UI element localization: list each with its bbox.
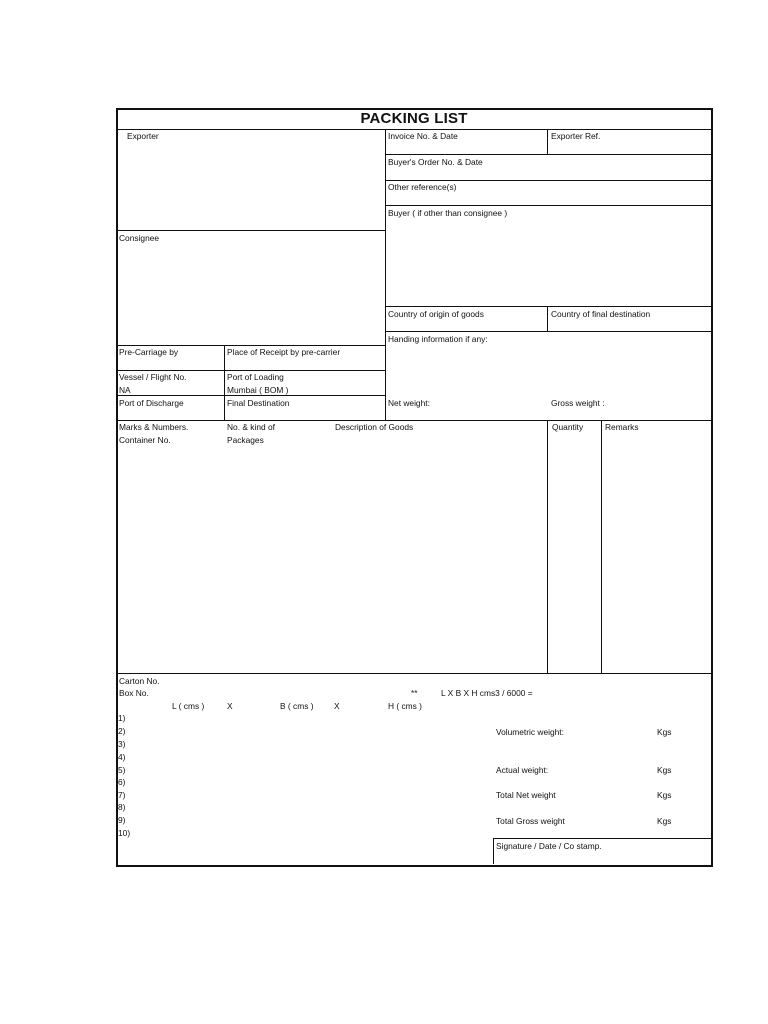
container-no-header: Container No. bbox=[119, 435, 171, 445]
box-no-label: Box No. bbox=[119, 688, 149, 698]
quantity-header: Quantity bbox=[552, 422, 584, 432]
divider bbox=[493, 838, 494, 864]
pre-carriage-label: Pre-Carriage by bbox=[119, 347, 179, 357]
signature-label: Signature / Date / Co stamp. bbox=[496, 841, 602, 851]
packages-header: Packages bbox=[227, 435, 264, 445]
carton-row: 3) bbox=[118, 739, 126, 749]
divider bbox=[116, 230, 386, 231]
carton-row: 9) bbox=[118, 815, 126, 825]
actual-weight-label: Actual weight: bbox=[496, 765, 549, 775]
vessel-flight-label: Vessel / Flight No. bbox=[119, 372, 187, 382]
description-header: Description of Goods bbox=[335, 422, 414, 432]
carton-row: 2) bbox=[118, 726, 126, 736]
buyer-label: Buyer ( if other than consignee ) bbox=[388, 208, 508, 218]
gross-weight-label: Gross weight : bbox=[551, 398, 605, 408]
divider bbox=[224, 345, 225, 421]
times-sign: X bbox=[334, 701, 340, 711]
country-destination-label: Country of final destination bbox=[551, 309, 651, 319]
breadth-label: B ( cms ) bbox=[280, 701, 314, 711]
exporter-label: Exporter bbox=[127, 131, 159, 141]
exporter-ref-label: Exporter Ref. bbox=[551, 131, 601, 141]
divider bbox=[385, 306, 711, 307]
net-weight-label: Net weight: bbox=[388, 398, 430, 408]
divider bbox=[116, 129, 711, 130]
port-of-loading-label: Port of Loading bbox=[227, 372, 284, 382]
formula-stars: ** bbox=[411, 688, 418, 698]
country-origin-label: Country of origin of goods bbox=[388, 309, 484, 319]
packing-list-form bbox=[116, 108, 713, 867]
divider bbox=[547, 129, 548, 155]
consignee-label: Consignee bbox=[119, 233, 160, 243]
weight-unit: Kgs bbox=[657, 790, 672, 800]
divider bbox=[601, 420, 602, 674]
final-destination-label: Final Destination bbox=[227, 398, 290, 408]
divider bbox=[385, 154, 711, 155]
no-kind-header: No. & kind of bbox=[227, 422, 275, 432]
place-of-receipt-label: Place of Receipt by pre-carrier bbox=[227, 347, 341, 357]
carton-row: 6) bbox=[118, 777, 126, 787]
volumetric-weight-label: Volumetric weight: bbox=[496, 727, 564, 737]
carton-row: 4) bbox=[118, 752, 126, 762]
carton-row: 1) bbox=[118, 713, 126, 723]
port-of-discharge-label: Port of Discharge bbox=[119, 398, 184, 408]
carton-row: 10) bbox=[118, 828, 131, 838]
length-label: L ( cms ) bbox=[172, 701, 205, 711]
weight-unit: Kgs bbox=[657, 765, 672, 775]
volumetric-formula: L X B X H cms3 / 6000 = bbox=[441, 688, 533, 698]
divider bbox=[385, 331, 711, 332]
times-sign: X bbox=[227, 701, 233, 711]
remarks-header: Remarks bbox=[605, 422, 639, 432]
page-title: PACKING LIST bbox=[360, 110, 468, 127]
divider bbox=[116, 673, 711, 674]
carton-row: 5) bbox=[118, 765, 126, 775]
divider bbox=[493, 838, 711, 839]
divider bbox=[385, 129, 386, 421]
total-net-weight-label: Total Net weight bbox=[496, 790, 556, 800]
divider bbox=[116, 420, 711, 421]
divider bbox=[116, 370, 386, 371]
weight-unit: Kgs bbox=[657, 727, 672, 737]
height-label: H ( cms ) bbox=[388, 701, 422, 711]
vessel-flight-value: NA bbox=[119, 385, 131, 395]
divider bbox=[385, 205, 711, 206]
total-gross-weight-label: Total Gross weight bbox=[496, 816, 565, 826]
weight-unit: Kgs bbox=[657, 816, 672, 826]
marks-numbers-header: Marks & Numbers. bbox=[119, 422, 189, 432]
divider bbox=[547, 420, 548, 674]
divider bbox=[385, 180, 711, 181]
carton-row: 8) bbox=[118, 802, 126, 812]
port-of-loading-value: Mumbai ( BOM ) bbox=[227, 385, 289, 395]
buyers-order-label: Buyer's Order No. & Date bbox=[388, 157, 483, 167]
handling-info-label: Handing information if any: bbox=[388, 334, 488, 344]
divider bbox=[116, 345, 386, 346]
other-refs-label: Other reference(s) bbox=[388, 182, 457, 192]
divider bbox=[116, 395, 386, 396]
divider bbox=[547, 306, 548, 332]
carton-row: 7) bbox=[118, 790, 126, 800]
carton-no-label: Carton No. bbox=[119, 676, 160, 686]
invoice-label: Invoice No. & Date bbox=[388, 131, 458, 141]
